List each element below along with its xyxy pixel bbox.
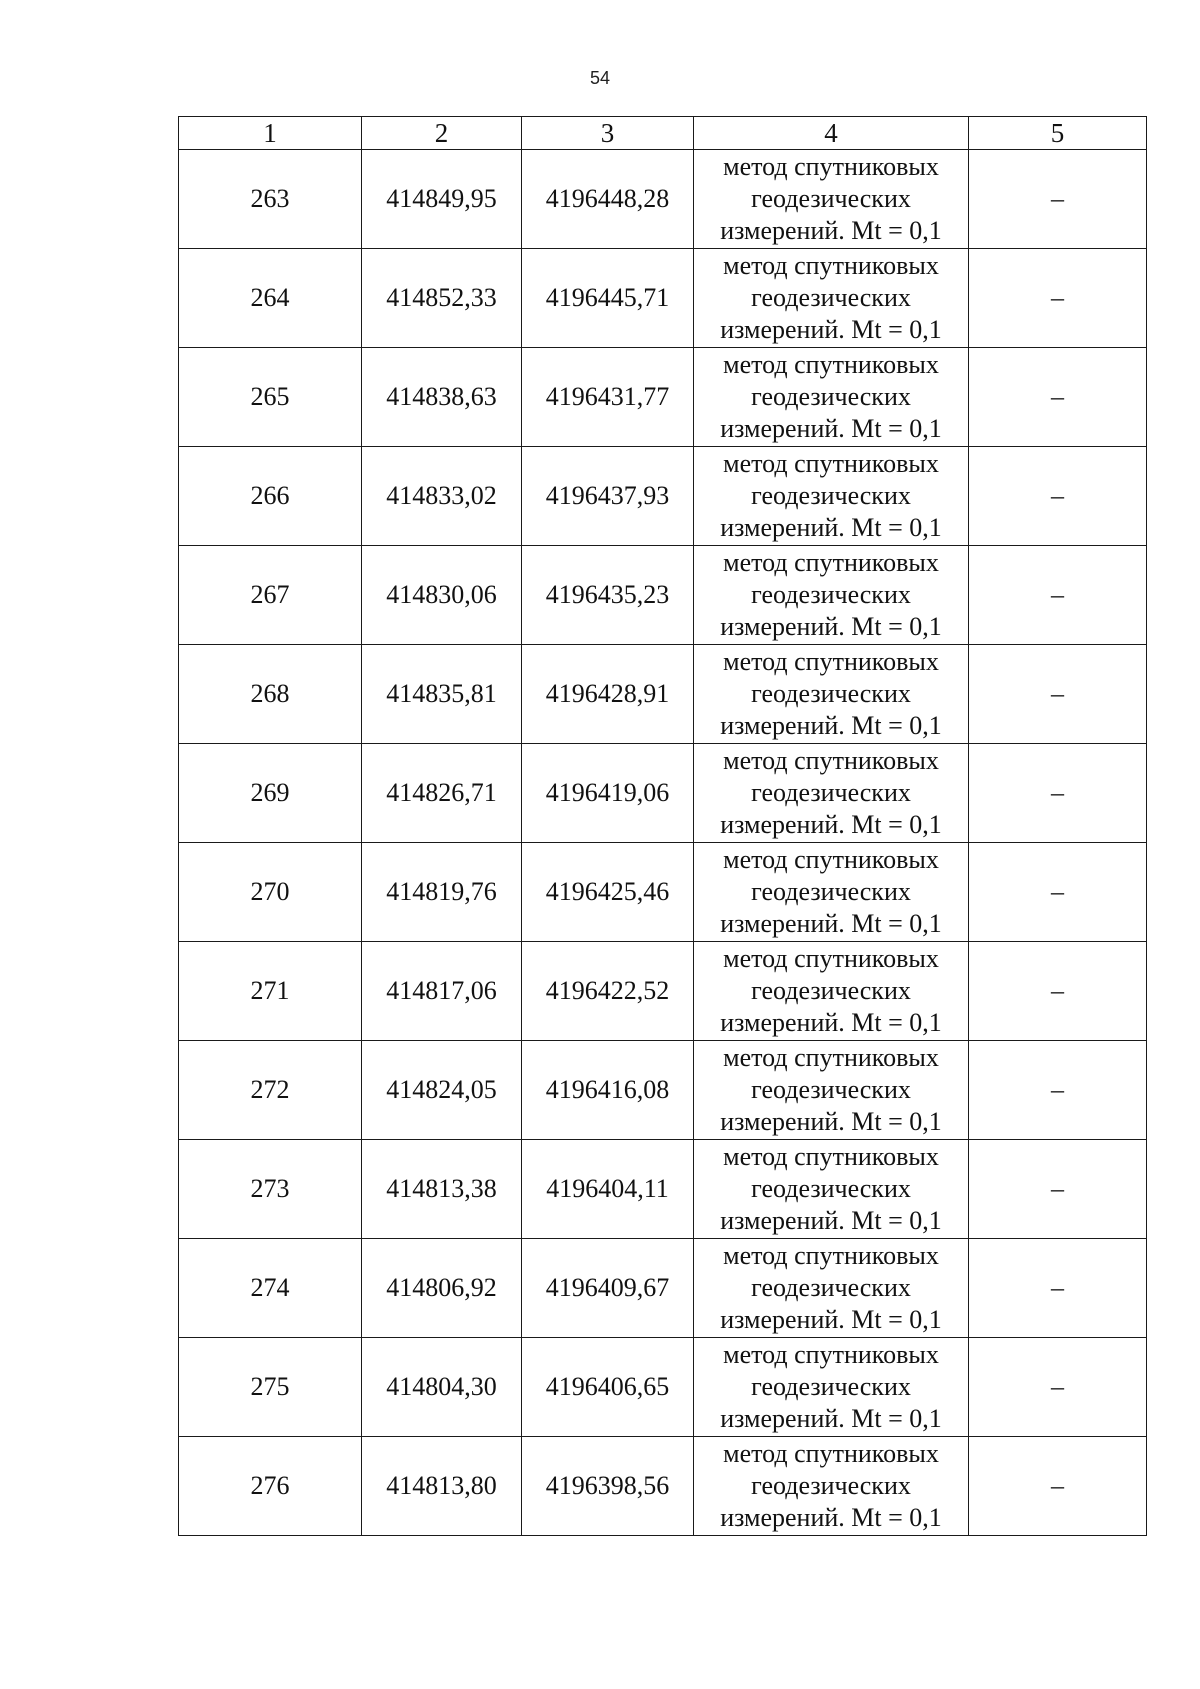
table-row bbox=[179, 1140, 1147, 1239]
method-text-line: измерений. Mt = 0,1 bbox=[720, 1206, 942, 1235]
x-coordinate-cell: 414826,71 bbox=[362, 744, 522, 843]
y-coordinate-cell: 4196425,46 bbox=[522, 843, 694, 942]
method-text-line: метод спутниковых bbox=[723, 251, 939, 280]
y-coordinate-cell: 4196398,56 bbox=[522, 1437, 694, 1536]
x-coordinate-cell: 414824,05 bbox=[362, 1041, 522, 1140]
x-coordinate-cell: 414813,80 bbox=[362, 1437, 522, 1536]
y-coordinate-cell: 4196431,77 bbox=[522, 348, 694, 447]
method-text-line: измерений. Mt = 0,1 bbox=[720, 810, 942, 839]
method-cell bbox=[694, 1239, 969, 1338]
method-text-line: метод спутниковых bbox=[723, 1043, 939, 1072]
method-text-line: метод спутниковых bbox=[723, 449, 939, 478]
method-text-line: измерений. Mt = 0,1 bbox=[720, 513, 942, 542]
y-coordinate-cell: 4196448,28 bbox=[522, 150, 694, 249]
x-coordinate-cell: 414852,33 bbox=[362, 249, 522, 348]
point-number-cell: 263 bbox=[179, 150, 362, 249]
method-text-line: геодезических bbox=[751, 283, 911, 312]
method-text-line: геодезических bbox=[751, 1471, 911, 1500]
method-text-line: метод спутниковых bbox=[723, 1439, 939, 1468]
method-text-line: метод спутниковых bbox=[723, 1241, 939, 1270]
x-coordinate-cell: 414813,38 bbox=[362, 1140, 522, 1239]
point-number-cell: 265 bbox=[179, 348, 362, 447]
table-row bbox=[179, 744, 1147, 843]
method-cell bbox=[694, 744, 969, 843]
method-text-line: геодезических bbox=[751, 976, 911, 1005]
note-cell: – bbox=[969, 942, 1147, 1041]
method-text-line: метод спутниковых bbox=[723, 944, 939, 973]
table-row bbox=[179, 249, 1147, 348]
point-number-cell: 269 bbox=[179, 744, 362, 843]
y-coordinate-cell: 4196404,11 bbox=[522, 1140, 694, 1239]
point-number-cell: 276 bbox=[179, 1437, 362, 1536]
y-coordinate-cell: 4196445,71 bbox=[522, 249, 694, 348]
method-cell bbox=[694, 546, 969, 645]
method-text-line: измерений. Mt = 0,1 bbox=[720, 711, 942, 740]
x-coordinate-cell: 414835,81 bbox=[362, 645, 522, 744]
table-row bbox=[179, 150, 1147, 249]
y-coordinate-cell: 4196437,93 bbox=[522, 447, 694, 546]
method-cell bbox=[694, 942, 969, 1041]
x-coordinate-cell: 414849,95 bbox=[362, 150, 522, 249]
method-text-line: измерений. Mt = 0,1 bbox=[720, 909, 942, 938]
method-text-line: геодезических bbox=[751, 1372, 911, 1401]
note-cell: – bbox=[969, 1338, 1147, 1437]
table-row bbox=[179, 843, 1147, 942]
note-cell: – bbox=[969, 348, 1147, 447]
method-text-line: метод спутниковых bbox=[723, 845, 939, 874]
table-row bbox=[179, 447, 1147, 546]
table-row bbox=[179, 348, 1147, 447]
x-coordinate-cell: 414830,06 bbox=[362, 546, 522, 645]
x-coordinate-cell: 414806,92 bbox=[362, 1239, 522, 1338]
method-cell bbox=[694, 1437, 969, 1536]
table-header-row bbox=[179, 117, 1147, 150]
table-row bbox=[179, 1239, 1147, 1338]
x-coordinate-cell: 414817,06 bbox=[362, 942, 522, 1041]
method-text-line: метод спутниковых bbox=[723, 1340, 939, 1369]
method-text-line: измерений. Mt = 0,1 bbox=[720, 612, 942, 641]
column-header-2: 2 bbox=[362, 117, 522, 150]
point-number-cell: 268 bbox=[179, 645, 362, 744]
note-cell: – bbox=[969, 843, 1147, 942]
table-header bbox=[179, 117, 1147, 150]
note-cell: – bbox=[969, 1140, 1147, 1239]
table-row bbox=[179, 645, 1147, 744]
column-header-3: 3 bbox=[522, 117, 694, 150]
method-text-line: измерений. Mt = 0,1 bbox=[720, 1404, 942, 1433]
x-coordinate-cell: 414838,63 bbox=[362, 348, 522, 447]
table-row bbox=[179, 1437, 1147, 1536]
note-cell: – bbox=[969, 645, 1147, 744]
point-number-cell: 266 bbox=[179, 447, 362, 546]
method-cell bbox=[694, 1041, 969, 1140]
method-text-line: измерений. Mt = 0,1 bbox=[720, 1107, 942, 1136]
point-number-cell: 270 bbox=[179, 843, 362, 942]
method-text-line: геодезических bbox=[751, 1273, 911, 1302]
method-text-line: метод спутниковых bbox=[723, 152, 939, 181]
method-cell bbox=[694, 1140, 969, 1239]
method-cell bbox=[694, 348, 969, 447]
note-cell: – bbox=[969, 546, 1147, 645]
point-number-cell: 272 bbox=[179, 1041, 362, 1140]
column-header-5: 5 bbox=[969, 117, 1147, 150]
method-text-line: метод спутниковых bbox=[723, 647, 939, 676]
method-text-line: метод спутниковых bbox=[723, 548, 939, 577]
point-number-cell: 275 bbox=[179, 1338, 362, 1437]
method-text-line: метод спутниковых bbox=[723, 350, 939, 379]
table-row bbox=[179, 546, 1147, 645]
y-coordinate-cell: 4196435,23 bbox=[522, 546, 694, 645]
note-cell: – bbox=[969, 1239, 1147, 1338]
y-coordinate-cell: 4196428,91 bbox=[522, 645, 694, 744]
method-cell bbox=[694, 150, 969, 249]
method-cell bbox=[694, 447, 969, 546]
y-coordinate-cell: 4196406,65 bbox=[522, 1338, 694, 1437]
table-row bbox=[179, 942, 1147, 1041]
y-coordinate-cell: 4196419,06 bbox=[522, 744, 694, 843]
page-number: 54 bbox=[589, 68, 611, 88]
note-cell: – bbox=[969, 1041, 1147, 1140]
method-cell bbox=[694, 843, 969, 942]
point-number-cell: 273 bbox=[179, 1140, 362, 1239]
method-text-line: геодезических bbox=[751, 184, 911, 213]
note-cell: – bbox=[969, 744, 1147, 843]
table-body bbox=[179, 150, 1147, 1536]
method-text-line: измерений. Mt = 0,1 bbox=[720, 1503, 942, 1532]
method-text-line: геодезических bbox=[751, 778, 911, 807]
point-number-cell: 274 bbox=[179, 1239, 362, 1338]
y-coordinate-cell: 4196416,08 bbox=[522, 1041, 694, 1140]
point-number-cell: 267 bbox=[179, 546, 362, 645]
note-cell: – bbox=[969, 150, 1147, 249]
x-coordinate-cell: 414833,02 bbox=[362, 447, 522, 546]
x-coordinate-cell: 414804,30 bbox=[362, 1338, 522, 1437]
method-text-line: геодезических bbox=[751, 580, 911, 609]
point-number-cell: 264 bbox=[179, 249, 362, 348]
method-text-line: геодезических bbox=[751, 877, 911, 906]
method-text-line: измерений. Mt = 0,1 bbox=[720, 315, 942, 344]
method-text-line: измерений. Mt = 0,1 bbox=[720, 414, 942, 443]
method-text-line: измерений. Mt = 0,1 bbox=[720, 216, 942, 245]
method-text-line: геодезических bbox=[751, 481, 911, 510]
method-cell bbox=[694, 645, 969, 744]
method-text-line: геодезических bbox=[751, 382, 911, 411]
note-cell: – bbox=[969, 447, 1147, 546]
method-cell bbox=[694, 1338, 969, 1437]
column-header-4: 4 bbox=[694, 117, 969, 150]
method-text-line: геодезических bbox=[751, 1174, 911, 1203]
method-cell bbox=[694, 249, 969, 348]
method-text-line: геодезических bbox=[751, 679, 911, 708]
x-coordinate-cell: 414819,76 bbox=[362, 843, 522, 942]
coordinates-table bbox=[178, 116, 1147, 1536]
y-coordinate-cell: 4196409,67 bbox=[522, 1239, 694, 1338]
method-text-line: измерений. Mt = 0,1 bbox=[720, 1008, 942, 1037]
method-text-line: метод спутниковых bbox=[723, 746, 939, 775]
column-header-1: 1 bbox=[179, 117, 362, 150]
method-text-line: измерений. Mt = 0,1 bbox=[720, 1305, 942, 1334]
table-row bbox=[179, 1041, 1147, 1140]
method-text-line: метод спутниковых bbox=[723, 1142, 939, 1171]
table-row bbox=[179, 1338, 1147, 1437]
method-text-line: геодезических bbox=[751, 1075, 911, 1104]
note-cell: – bbox=[969, 1437, 1147, 1536]
point-number-cell: 271 bbox=[179, 942, 362, 1041]
note-cell: – bbox=[969, 249, 1147, 348]
y-coordinate-cell: 4196422,52 bbox=[522, 942, 694, 1041]
